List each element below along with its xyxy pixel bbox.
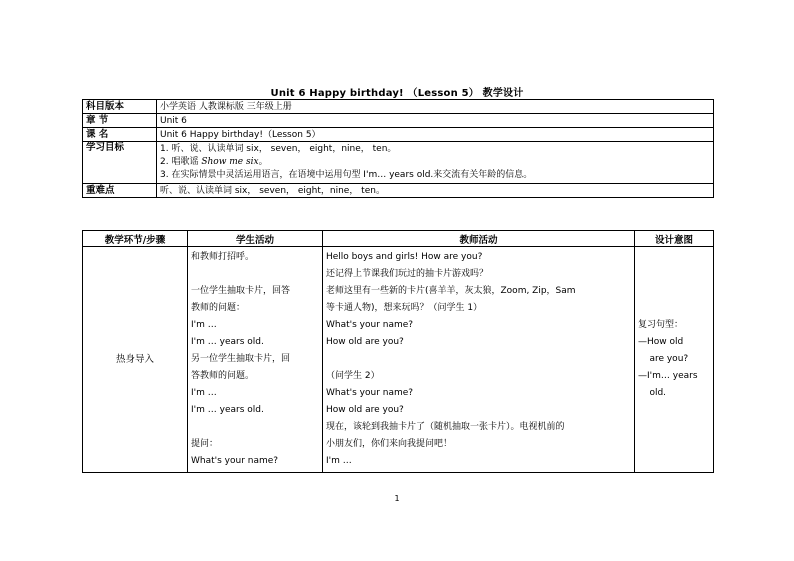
intent-line: 复习句型： [638, 320, 684, 330]
subject-row [83, 100, 714, 114]
goal-2-song: Show me six [201, 157, 259, 167]
page-number: 1 [394, 494, 400, 503]
header-student: 学生活动 [188, 231, 323, 247]
student-line: I'm … [191, 388, 217, 398]
warmup-row [83, 247, 714, 473]
goals-list [157, 142, 714, 184]
key-label: 重难点 [83, 184, 157, 198]
student-line: What's your name? [191, 456, 279, 466]
chapter-row [83, 114, 714, 128]
teacher-line: What's your name? [326, 388, 414, 398]
student-line: 和教师打招呼。 [191, 252, 255, 262]
teacher-line: 老师这里有一些新的卡片(喜羊羊，灰太狼，Zoom, Zip，Sam [326, 286, 576, 296]
teaching-process-table [82, 230, 714, 473]
lesson-value: Unit 6 Happy birthday!（Lesson 5） [157, 128, 714, 142]
student-line [191, 419, 319, 436]
teacher-line: （问学生 2） [326, 371, 380, 381]
stage-cell: 热身导入 [83, 247, 188, 473]
key-value: 听、说、认读单词 six， seven， eight，nine， ten。 [157, 184, 714, 198]
subject-value: 小学英语 人教课标版 三年级上册 [157, 100, 714, 114]
teacher-line: I'm … [326, 456, 352, 466]
goal-1: 1. 听、说、认读单词 six， seven， eight，nine， ten。 [160, 144, 397, 154]
key-row [83, 184, 714, 198]
goals-label: 学习目标 [83, 142, 157, 184]
lesson-info-table [82, 99, 714, 198]
chapter-label: 章 节 [83, 114, 157, 128]
student-line: I'm … years old. [191, 405, 264, 415]
header-stage: 教学环节/步骤 [83, 231, 188, 247]
teacher-line: 等卡通人物)，想来玩吗？（问学生 1） [326, 303, 483, 313]
header-teacher: 教师活动 [323, 231, 635, 247]
intent-line: old. [638, 388, 667, 398]
student-activity-cell [188, 247, 323, 473]
intent-line: —I'm… years [638, 371, 698, 381]
intent-line: —How old [638, 337, 684, 347]
teacher-line: 现在，该轮到我抽卡片了（随机抽取一张卡片）。电视机前的 [326, 422, 565, 432]
teacher-line: 小朋友们，你们来向我提问吧！ [326, 439, 453, 449]
student-line: 一位学生抽取卡片，回答 [191, 286, 291, 296]
document-title: Unit 6 Happy birthday! （Lesson 5） 教学设计 [270, 88, 524, 99]
goal-2-end: 。 [258, 157, 268, 167]
design-intent-cell [635, 247, 714, 473]
teacher-line: 还记得上节课我们玩过的抽卡片游戏吗？ [326, 269, 489, 279]
header-intent: 设计意图 [635, 231, 714, 247]
student-line [191, 266, 319, 283]
goal-3: 3. 在实际情景中灵活运用语言，在语境中运用句型 I'm… years old.来交流有关年龄的信息。 [160, 170, 533, 180]
student-line: I'm … years old. [191, 337, 264, 347]
subject-label: 科目版本 [83, 100, 157, 114]
lesson-row [83, 128, 714, 142]
goals-row [83, 142, 714, 184]
student-line: 答教师的问题。 [191, 371, 255, 381]
teacher-line [326, 351, 631, 368]
intent-line: are you? [638, 354, 689, 364]
goal-2 [160, 156, 710, 169]
teacher-line: What's your name? [326, 320, 414, 330]
student-line: 另一位学生抽取卡片，回 [191, 354, 291, 364]
lesson-label: 课 名 [83, 128, 157, 142]
teacher-line: How old are you? [326, 337, 404, 347]
teacher-activity-cell [323, 247, 635, 473]
teacher-line: Hello boys and girls! How are you? [326, 252, 483, 262]
teacher-line: How old are you? [326, 405, 404, 415]
chapter-value: Unit 6 [157, 114, 714, 128]
header-row [83, 231, 714, 247]
student-line: 提问： [191, 439, 219, 449]
student-line: 教师的问题： [191, 303, 246, 313]
student-line: I'm … [191, 320, 217, 330]
goal-2-text: 2. 唱歌谣 [160, 157, 202, 167]
